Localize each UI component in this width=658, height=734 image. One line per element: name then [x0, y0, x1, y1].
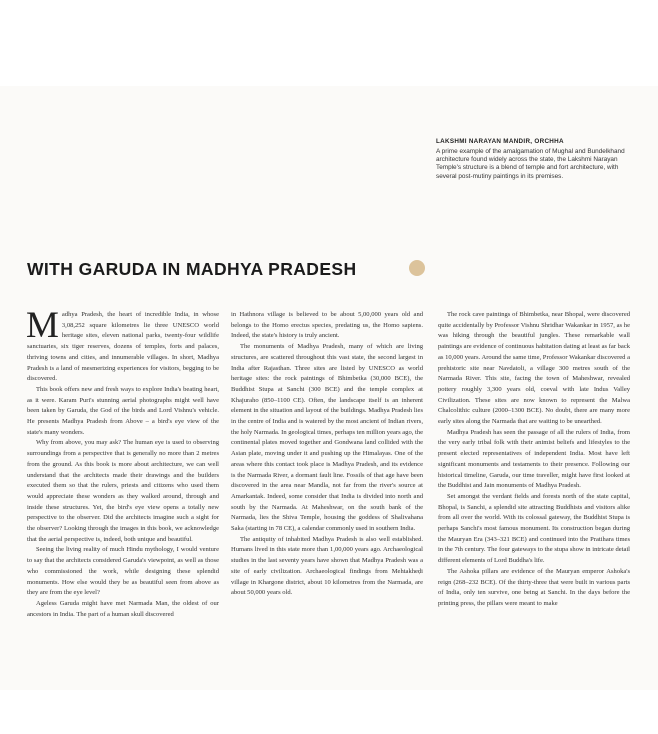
caption-title: LAKSHMI NARAYAN MANDIR, ORCHHA [436, 138, 564, 145]
paragraph: The antiquity of inhabited Madhya Pradesh is also well established. Humans lived in this state more than 1,00,000 years ago. Archaeological studies in the last seventy years have shown that Madhya Pradesh was a site of early civilization. Archaeological findings from Mehtakheḍi village in Khargone district, about 10 kilometres from the Narmada, are about 50,000 years old. [231, 535, 423, 597]
text-column-3 [438, 310, 630, 610]
text-column-1 [26, 305, 219, 620]
paragraph: This book offers new and fresh ways to explore India's beating heart, as it were. Karam Puri's stunning aerial photographs might well have been taken by Garuda, the God of the birds and Lord Vishnu's vehicle. He presents Madhya Pradesh from Above – a bird's eye view of the state's many wonders. [27, 385, 219, 436]
paragraph [26, 305, 219, 385]
paragraph: Why from above, you may ask? The human eye is used to observing surroundings from a perspective that is generally no more than 2 metres from the ground. As this book is more about architecture, we can well understand that the architects made their drawings and the builders executed them so that the rulers, priests and citizens who used them would appreciate these wonders as they walked around, through and inside these structures. Yet, the bird's eye view opens a totally new perspective to the observer. Did the architects imagine such a sight for the observer? Looking through the images in this book, we acknowledge that the aerial perspective is, indeed, both unique and beautiful. [27, 439, 219, 543]
chapter-heading: WITH GARUDA IN MADHYA PRADESH [27, 259, 357, 279]
paragraph: Madhya Pradesh has seen the passage of all the rulers of India, from the very early tribal folk with their animist beliefs and lifestyles to the present elected representatives of independent India. Most have left significant monuments and testaments to their presence. Following our historical timeline, Garuda, our time traveller, might have first looked at the Buddhist and Jain monuments of Madhya Pradesh. [438, 428, 630, 490]
paragraph: in Hathnora village is believed to be about 5,00,000 years old and belongs to the Homo erectus species, predating us, the Homo sapiens. Indeed, the state's history is truly ancient. [231, 311, 423, 340]
paragraph: The rock cave paintings of Bhimbetka, near Bhopal, were discovered quite accidentally by Professor Vishnu Shridhar Wakankar in 1957, as he was hiking through the beautiful jungles. These remarkable wall paintings are evidence of continuous habitation dating at least as far back as 10,000 years. Around the same time, Professor Wakankar discovered a prehistoric site near Navdatoli, a village 300 metres south of the Narmada River. This site, facing the town of Maheshwar, revealed pottery roughly 3,300 years old, coeval with late Indus Valley Civilization. These sites are now known to represent the Malwa Chalcolithic culture (2000–1300 BCE). No doubt, there are many more early sites along the Narmada that are waiting to be unearthed. [438, 311, 630, 426]
drop-cap: M [26, 305, 59, 346]
photo-caption [436, 138, 626, 181]
paragraph: Set amongst the verdant fields and forests north of the state capital, Bhopal, is Sanchi, a splendid site attracting Buddhists and visitors alike from all over the world. With its colossal gateway, the Buddhist Stupa is perhaps Sanchi's most famous monument. Its construction began during the Mauryan Era (343–321 BCE) and continued into the Pratihara times in the 7th century. The four gateways to the stupa show in intricate detail different elements of Lord Buddha's life. [438, 492, 630, 565]
paragraph: Seeing the living reality of much Hindu mythology, I would venture to say that the architects considered Garuda's viewpoint, as well as those who commissioned the work, while designing these splendid monuments. How else would they be as beautiful seen from above as they are from the eye level? [27, 546, 219, 597]
paragraph: The monuments of Madhya Pradesh, many of which are living structures, are scattered throughout this vast state, the second largest in India after Rajasthan. Three sites are listed by UNESCO as world heritage sites: the rock paintings of Bhimbetka (30,000 BCE), the Buddhist Stupa at Sanchi (300 BCE) and the temple complex at Khajuraho (850–1100 CE). Often, the landscape itself is an inherent element in the situation and layout of the buildings. Madhya Pradesh lies in the centre of India and is watered by the most ancient of Indian rivers, the holy Narmada. In geological times, perhaps ten million years ago, the continental plates moved together and Gondwana land collided with the Asian plate, moving under it and pushing up the Himalayas. One of the areas where this contact took place is Madhya Pradesh, and its evidence is the Narmada River, a dormant fault line. Fossils of that age have been discovered in the area near Mandla, not far from the river's source at Amarkantak. Indeed, some consider that India is divided into north and south by the Narmada. At Maheshwar, on the south bank of the Narmada, lies the Shiva Temple, housing the goddess of Shalivahana Saka (starting in 78 CE), a calendar commonly used in southern India. [231, 343, 423, 533]
paragraph: Ageless Garuda might have met Narmada Man, the oldest of our ancestors in India. The part of a human skull discovered [27, 599, 219, 618]
caption-text: A prime example of the amalgamation of Mughal and Bundelkhand architecture found widely across the state, the Lakshmi Narayan Temple's structure is a blend of temple and fort architecture, with several post-mutiny paintings in its premises. [436, 148, 625, 180]
paragraph: The Ashoka pillars are evidence of the Mauryan emperor Ashoka's reign (268–232 BCE). Of the thirty-three that were built in various parts of India, only ten survive, one being at Sanchi. In the days before the printing press, the pillars were meant to make [438, 567, 630, 607]
text-column-2 [231, 310, 423, 599]
paragraph-text: adhya Pradesh, the heart of incredible India, in whose 3,08,252 square kilometres lie three UNESCO world heritage sites, eleven national parks, twenty-four wildlife sanctuaries, six tiger reserves, dozens of temples, forts and palaces, thriving towns and cities, and innumerable villages. In short, Madhya Pradesh is a land of mesmerizing experiences for visitors, begging to be discovered. [27, 311, 219, 383]
decorative-dot [409, 260, 425, 276]
